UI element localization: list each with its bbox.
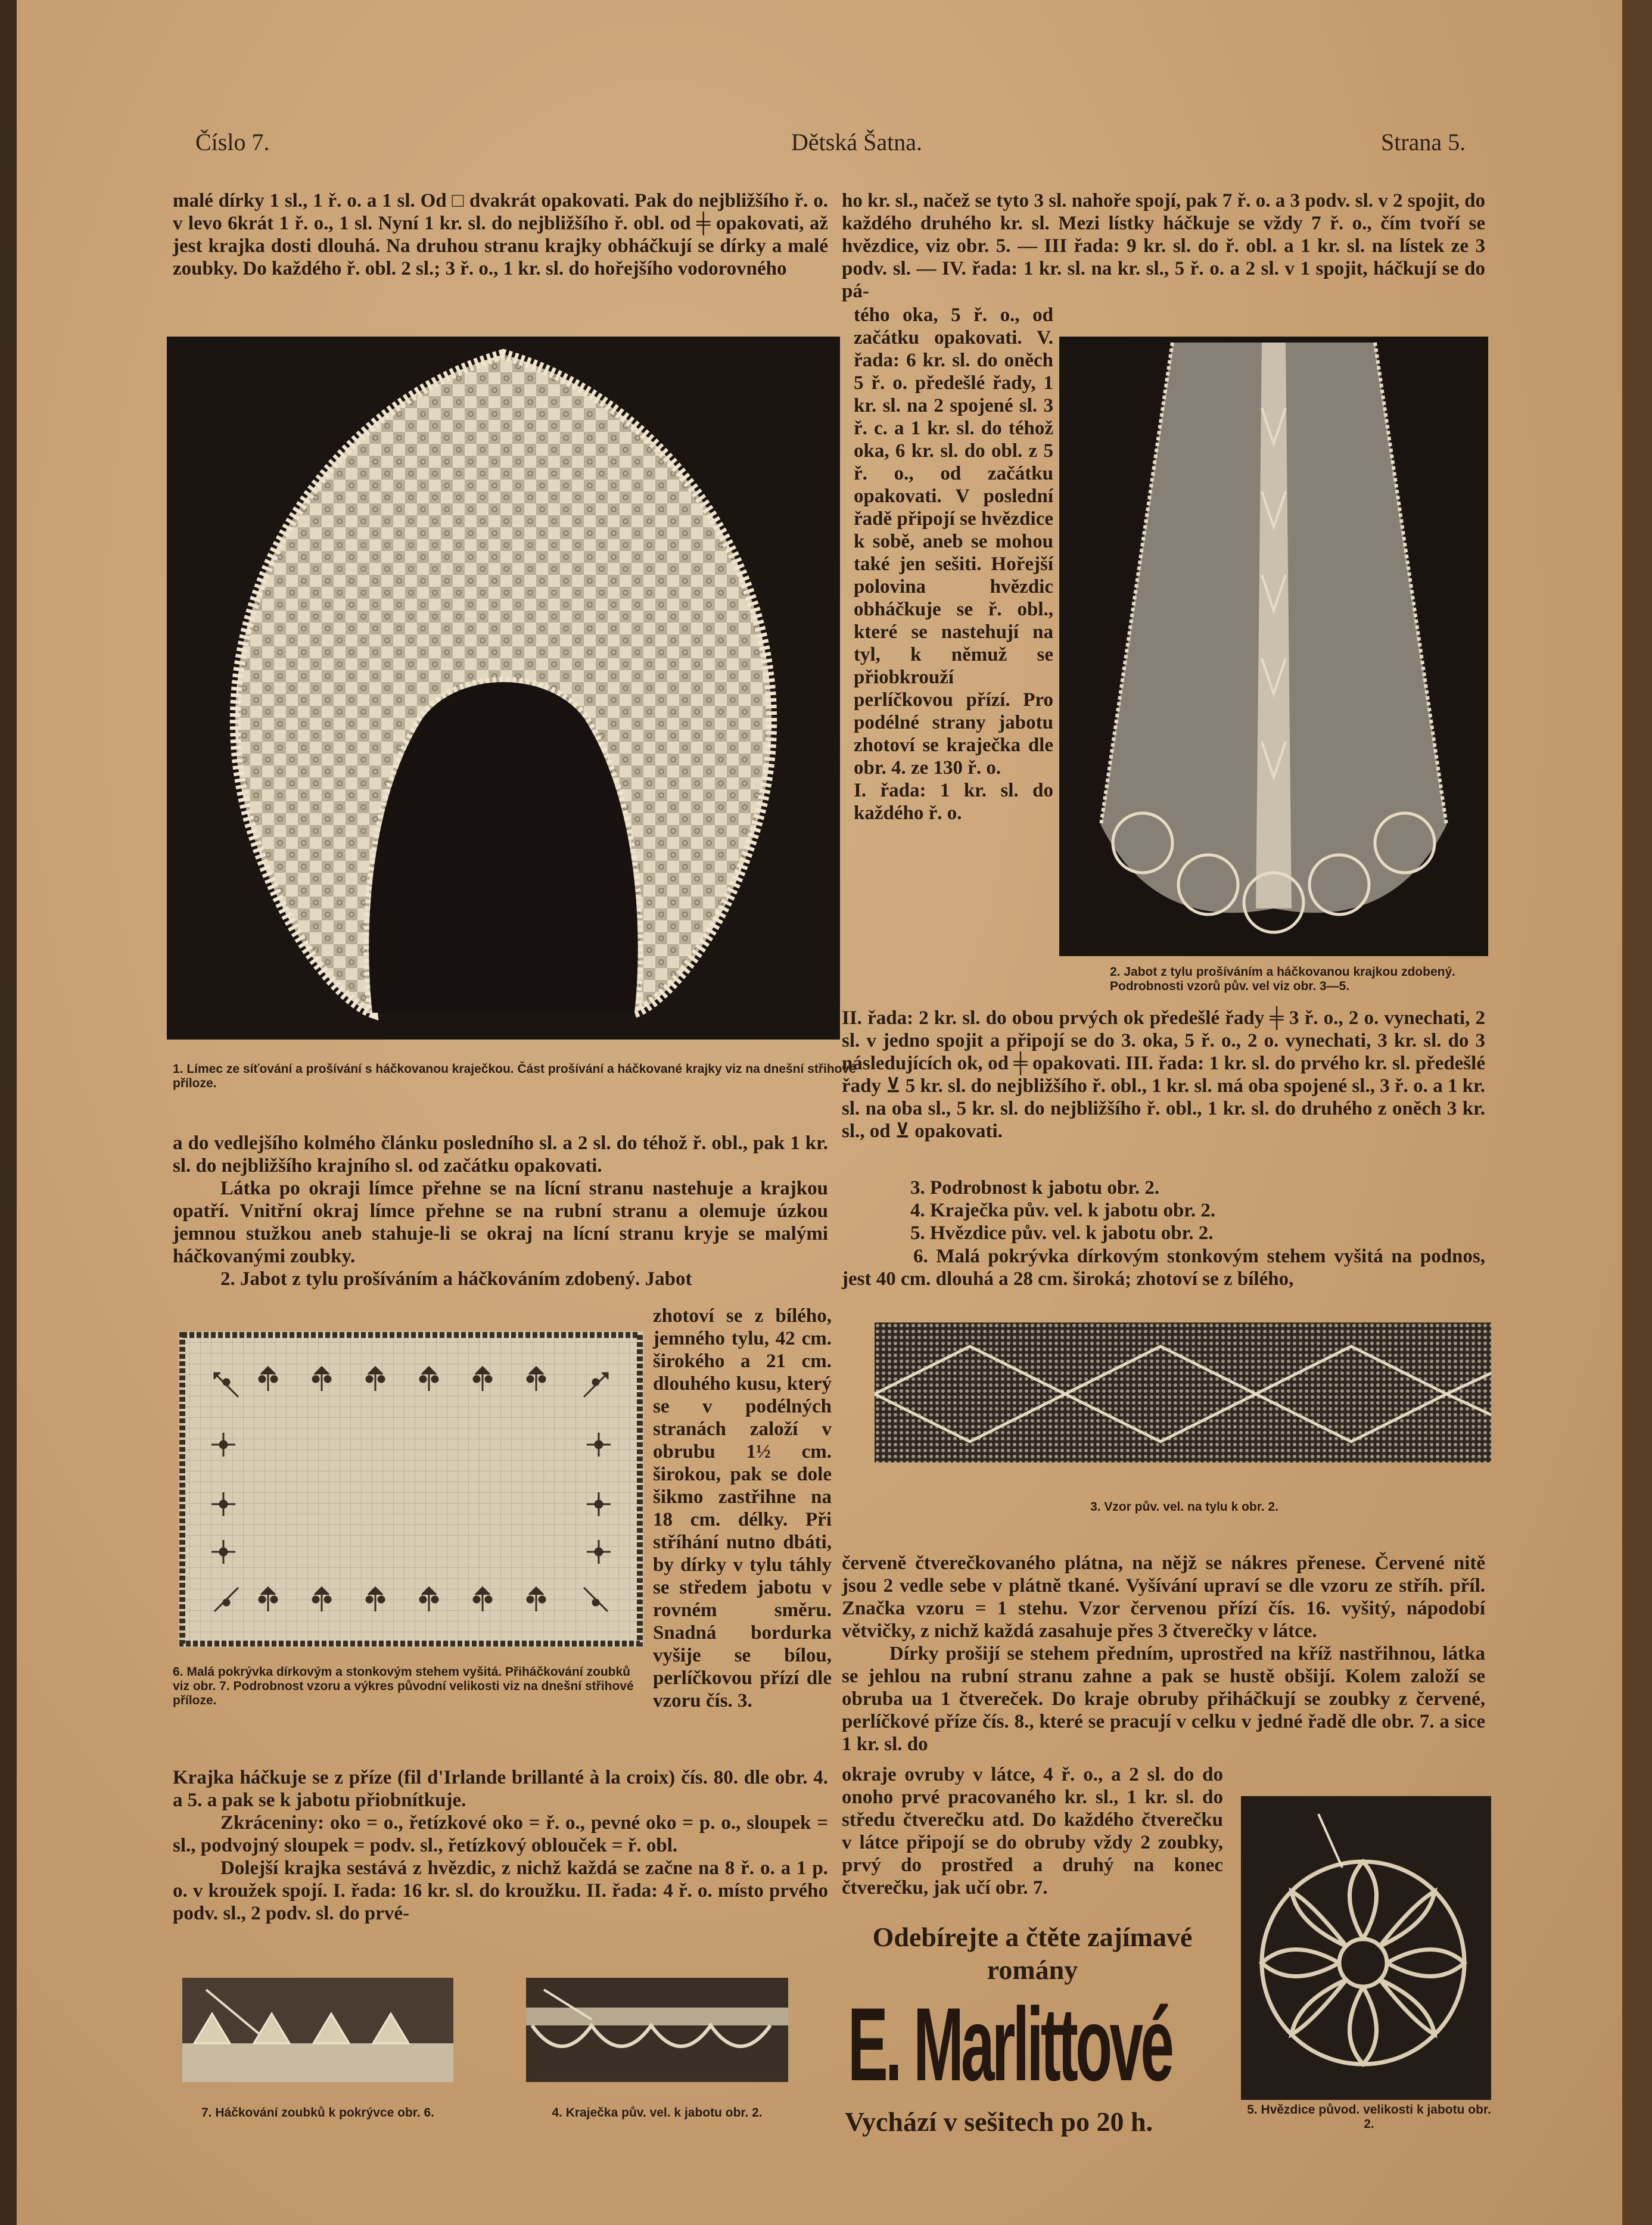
figure-1-collar [167, 337, 840, 1040]
right-mid-text: II. řada: 2 kr. sl. do obou prvých ok předešlé řady ╪ 3 ř. o., 2 o. vynechati, 2 sl. v jedno spojit a připojí se do 3. oka, 5 ř. o., 2 o. vynechati, 3 kr. sl. do 3 následujících ok, od ╪ opakovati. III. řada: 1 kr. sl. do prvého kr. sl. předešlé řady ⊻ 5 kr. sl. do nejbližšího ř. obl., 1 kr. sl. má oba spojené sl., 3 ř. o. a 1 kr. sl. na oba sl., 5 kr. sl. do nejbližšího ř. obl., 1 kr. sl. do druhého z oněch 3 kr. sl., od ⊻ opakovati. [842, 1007, 1485, 1142]
paragraph: Krajka háčkuje se z příze (fil d'Irlande brillanté à la croix) čís. 80. dle obr. 4. a 5. a pak se k jabotu přiobnítkuje. [173, 1767, 828, 1811]
left-top-text [173, 189, 828, 280]
paragraph: malé dírky 1 sl., 1 ř. o. a 1 sl. Od □ dvakrát opakovati. Pak do nejbližšího ř. o. v levo 6krát 1 ř. o., 1 sl. Nyní 1 kr. sl. do nejbližšího ř. obl. od ╪ opakovati, až jest krajka dosti dlouhá. Na druhou stranu krajky obháčkují se dírky a malé zoubky. Do každého ř. obl. 2 sl.; 3 ř. o., 1 kr. sl. do hořejšího vodorovného [173, 190, 828, 279]
right-top-text: ho kr. sl., načež se tyto 3 sl. nahoře spojí, pak 7 ř. o. a 3 podv. sl. v 2 spojit, do každého druhého kr. sl. Mezi lístky háčkuje se vždy 7 ř. o., čím tvoří se hvězdice, viz obr. 5. — III řada: 9 kr. sl. do ř. obl. a 1 kr. sl. na lístek ze 3 podv. sl. — IV. řada: 1 kr. sl. na kr. sl., 5 ř. o. a 2 sl. v 1 spojit, háčkují se do pá- [842, 190, 1485, 302]
jabot-illustration [1059, 337, 1488, 956]
ad-line-2: romány [987, 1955, 1078, 1985]
magazine-page [17, 0, 1622, 2225]
hvezdice-illustration [1241, 1796, 1491, 2100]
paragraph: Dolejší krajka sestává z hvězdic, z nichž každá se začne na 8 ř. o. a 1 p. o. v kroužek spojí. I. řada: 16 kr. sl. do kroužku. II. řada: 4 ř. o. místo prvého podv. sl., 2 podv. sl. do prvé- [173, 1857, 828, 1924]
left-narrow-text: zhotoví se z bílého, jemného tylu, 42 cm. širokého a 21 cm. dlouhého kusu, který se v podélných stranách založí v obrubu 1½ cm. širokou, pak se dole šikmo zastřihne na 18 cm. délky. Při stříhání nutno dbáti, by dírky v tylu táhly se středem jabotu v rovném směru. Snadná bordurka vyšije se bílou, perlíčkovou přízí dle vzoru čís. 3. [653, 1305, 832, 1711]
left-mid-text [173, 1132, 828, 1290]
krajecka-illustration [526, 1978, 788, 2082]
figure-1-caption: 1. Límec ze síťování a prošívání s háčkovanou kraječkou. Část prošívání a háčkované krajky viz na dnešní střihové příloze. [173, 1062, 856, 1090]
cover-illustration [179, 1331, 643, 1647]
paragraph: 2. Jabot z tylu prošíváním a háčkováním zdobený. Jabot [220, 1268, 692, 1290]
figure-3-vzor [875, 1322, 1491, 1462]
paragraph: Zkráceniny: oko = o., řetízkové oko = ř. o., pevné oko = p. o., sloupek = sl., podvojný sloupek = podv. sl., řetízkový oblouček = ř. obl. [173, 1812, 828, 1856]
vzor-illustration [875, 1322, 1491, 1462]
list-item: 5. Hvězdice pův. vel. k jabotu obr. 2. [910, 1222, 1214, 1244]
figure-4-caption: 4. Kraječka pův. vel. k jabotu obr. 2. [552, 2106, 763, 2120]
list-item: 4. Kraječka pův. vel. k jabotu obr. 2. [910, 1200, 1216, 1221]
paragraph: červeně čtverečkovaného plátna, na nějž se nákres přenese. Červené nitě jsou 2 vedle sebe v plátně tkané. Vyšívání upraví se dle vzoru ze stříh. příl. Značka vzoru = 1 stehu. Vzor červenou přízí čís. 16. vyšitý, nápodobí větvičky, z nichž každá zasahuje přes 3 čtverečky v látce. [842, 1552, 1485, 1642]
figure-6-cover [179, 1331, 643, 1647]
ad-line-1: Odebírejte a čtěte zajímavé [872, 1922, 1193, 1952]
figure-3-caption: 3. Vzor pův. vel. na tylu k obr. 2. [1090, 1500, 1278, 1514]
right-lower-text [842, 1552, 1485, 1756]
figure-list [910, 1177, 1482, 1244]
right-final-text: okraje ovruby v látce, 4 ř. o., a 2 sl. do do onoho prvé pracovaného kr. sl., 1 kr. sl. do středu čtverečku atd. Do každého čtverečku v látce připojí se do obruby vždy 2 zoubky, prvý do prostřed a druhý na konec čtverečku, jak učí obr. 7. [842, 1764, 1223, 1899]
paragraph: a do vedlejšího kolmého článku posledního sl. a 2 sl. do téhož ř. obl., pak 1 kr. sl. do nejbližšího krajního sl. od začátku opakovati. [173, 1132, 828, 1177]
paragraph: Látka po okraji límce přehne se na lícní stranu nastehuje a krajkou opatří. Vnitřní okraj límce přehne se na rubní stranu a olemuje úzkou jemnou stužkou aneb stahuje-li se okraj na lícní stranu kryje se malými háčkovanými zoubky. [173, 1178, 828, 1267]
right-narrow-text [854, 304, 1053, 824]
issue-number: Číslo 7. [195, 129, 270, 155]
figure-2-jabot [1059, 337, 1488, 956]
figure-7-caption: 7. Háčkování zoubků k pokrývce obr. 6. [201, 2106, 434, 2120]
right-para-6: 6. Malá pokrývka dírkovým stonkovým stehem vyšitá na podnos, jest 40 cm. dlouhá a 28 cm. široká; zhotoví se z bílého, [842, 1246, 1485, 1290]
paragraph: Dírky prošijí se stehem předním, uprostřed na kříž nastřihnou, látka se jehlou na rubní stranu zahne a pak se hustě obšijí. Kolem založí se obruba ua 1 čtvereček. Do kraje obruby přiháčkují se zoubky z červené, perlíčkové příze čís. 8., které se pracují v celku v jedné řadě dle obr. 7. a sice 1 kr. sl. do [842, 1643, 1485, 1755]
ad-author-name: E. Marlittové [848, 1987, 1172, 2103]
zoubky-illustration [182, 1978, 453, 2082]
magazine-title: Dětská Šatna. [791, 129, 922, 155]
list-item: 3. Podrobnost k jabotu obr. 2. [910, 1177, 1160, 1199]
page-edge [1622, 0, 1652, 2225]
page-number: Strana 5. [1381, 129, 1466, 155]
left-bottom-text [173, 1766, 828, 1925]
figure-4-krajecka [526, 1978, 788, 2082]
figure-2-caption: 2. Jabot z tylu prošíváním a háčkovanou krajkou zdobený. Podrobnosti vzorů pův. vel viz obr. 3—5. [1110, 965, 1455, 993]
figure-5-caption: 5. Hvězdice původ. velikosti k jabotu obr. 2. [1247, 2103, 1491, 2131]
collar-illustration [167, 337, 840, 1040]
figure-7-zoubky [182, 1978, 453, 2082]
paragraph: I. řada: 1 kr. sl. do každého ř. o. [854, 780, 1053, 824]
paragraph: tého oka, 5 ř. o., od začátku opakovati. V. řada: 6 kr. sl. do oněch 5 ř. o. předešlé řady, 1 kr. sl. na 2 spojené sl. 3 ř. c. a 1 kr. sl. do téhož oka, 6 kr. sl. do obl. z 5 ř. o., od začátku opakovati. V poslední řadě připojí se hvězdice k sobě, aneb se mohou také jen sešiti. Hořejší polovina hvězdic obháčkuje se ř. obl., které se nastehují na tyl, k němuž se přiobkrouží perlíčkovou přízí. Pro podélné strany jabotu zhotoví se kraječka dle obr. 4. ze 130 ř. o. [854, 304, 1053, 779]
figure-5-hvezdice [1241, 1796, 1491, 2100]
figure-6-caption: 6. Malá pokrývka dírkovým a stonkovým stehem vyšitá. Přiháčkování zoubků viz obr. 7. Podrobnost vzoru a výkres původní velikosti viz na dnešní střihové příloze. [173, 1665, 634, 1707]
ad-footer: Vychází v sešitech po 20 h. [845, 2106, 1153, 2137]
